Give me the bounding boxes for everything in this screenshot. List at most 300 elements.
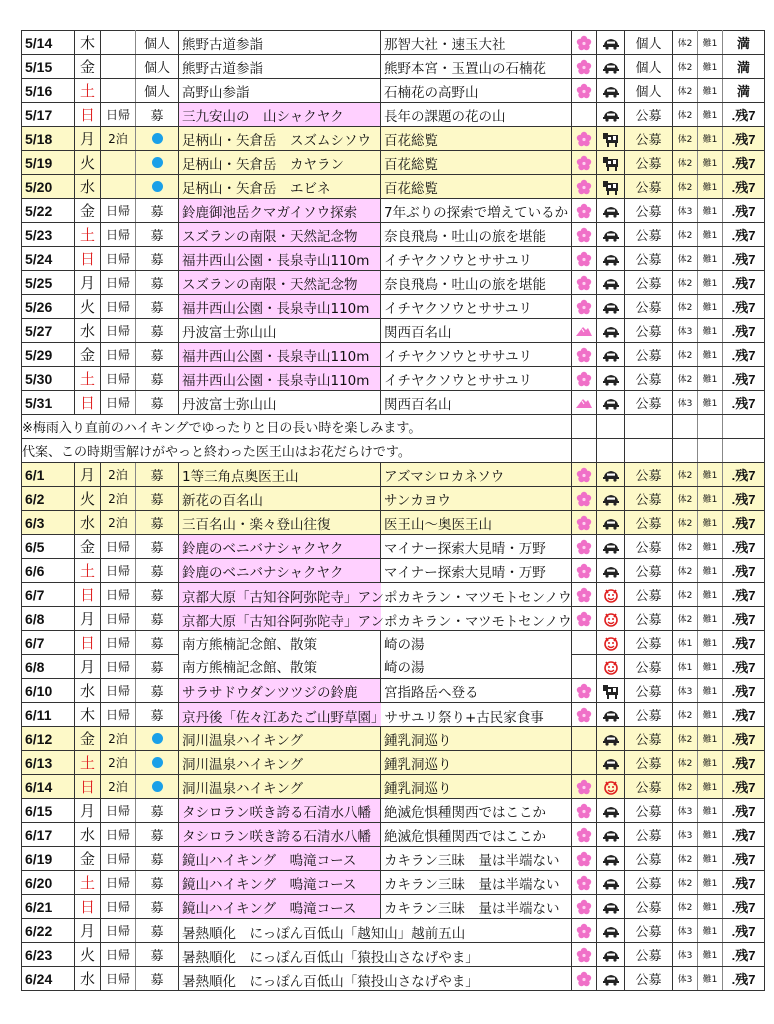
subtitle-cell: 医王山～奥医王山 [381, 511, 572, 535]
subtitle-cell: マイナー探索大見晴・万野 [381, 559, 572, 583]
subtitle-cell: マイナー探索大見晴・万野 [381, 535, 572, 559]
mode-cell: 募 [136, 295, 179, 319]
category-icon-cell [572, 775, 597, 799]
recruit-kind-cell: 公募 [625, 511, 673, 535]
trip-type-cell: 2泊 [101, 751, 136, 775]
weekday-cell: 月 [75, 607, 101, 631]
stamina-cell: 体2 [673, 583, 698, 607]
title-cell: 三九安山の 山シャクヤク [179, 103, 381, 127]
category-icon-cell [572, 871, 597, 895]
trip-type-cell: 日帰 [101, 679, 136, 703]
subtitle-cell: イチヤクソウとササユリ [381, 295, 572, 319]
date-cell: 6/5 [22, 535, 75, 559]
category-icon-cell [572, 223, 597, 247]
difficulty-cell: 難1 [698, 199, 723, 223]
transport-icon-cell [597, 391, 625, 415]
trip-type-cell: 日帰 [101, 799, 136, 823]
recruit-kind-cell: 公募 [625, 223, 673, 247]
category-icon-cell [572, 391, 597, 415]
recruit-kind-cell: 公募 [625, 895, 673, 919]
category-icon-cell [572, 487, 597, 511]
category-icon-cell [572, 31, 597, 55]
empty-cell [723, 415, 765, 439]
transport-icon-cell [597, 55, 625, 79]
title-cell: 南方熊楠記念館、散策 [179, 631, 381, 655]
title-cell: 足柄山・矢倉岳 カヤラン [179, 151, 381, 175]
stamina-cell: 体2 [673, 79, 698, 103]
title-cell: タシロラン咲き誇る石清水八幡 [179, 799, 381, 823]
recruit-kind-cell: 公募 [625, 463, 673, 487]
stamina-cell: 体2 [673, 871, 698, 895]
empty-cell [597, 415, 625, 439]
transport-icon-cell [597, 103, 625, 127]
title-cell: 鈴鹿御池岳クマガイソウ探索 [179, 199, 381, 223]
stamina-cell: 体2 [673, 775, 698, 799]
category-icon-cell [572, 679, 597, 703]
date-cell: 6/8 [22, 655, 75, 679]
trip-type-cell [101, 79, 136, 103]
weekday-cell: 月 [75, 463, 101, 487]
date-cell: 5/25 [22, 271, 75, 295]
title-cell: 鏡山ハイキング 鳴滝コース [179, 871, 381, 895]
weekday-cell: 日 [75, 391, 101, 415]
difficulty-cell: 難1 [698, 31, 723, 55]
transport-icon-cell [597, 271, 625, 295]
subtitle-cell: 百花総覧 [381, 127, 572, 151]
subtitle-cell: 関西百名山 [381, 319, 572, 343]
trip-type-cell: 2泊 [101, 487, 136, 511]
recruit-kind-cell: 公募 [625, 727, 673, 751]
trip-type-cell [101, 175, 136, 199]
flower-icon [576, 779, 592, 795]
mode-cell: 募 [136, 847, 179, 871]
schedule-row [22, 487, 765, 511]
weekday-cell: 火 [75, 151, 101, 175]
mode-cell: 募 [136, 487, 179, 511]
date-cell: 6/22 [22, 919, 75, 943]
mode-cell: 個人 [136, 31, 179, 55]
difficulty-cell: 難1 [698, 775, 723, 799]
schedule-row [22, 895, 765, 919]
difficulty-cell: 難1 [698, 103, 723, 127]
category-icon-cell [572, 367, 597, 391]
trip-type-cell: 日帰 [101, 199, 136, 223]
title-cell: 洞川温泉ハイキング [179, 751, 381, 775]
car-icon [602, 492, 620, 506]
weekday-cell: 火 [75, 487, 101, 511]
weekday-cell: 水 [75, 511, 101, 535]
difficulty-cell: 難1 [698, 703, 723, 727]
mode-cell: 募 [136, 199, 179, 223]
category-icon-cell [572, 55, 597, 79]
remaining-cell: .残7 [723, 703, 765, 727]
remaining-cell: .残7 [723, 127, 765, 151]
schedule-row [22, 703, 765, 727]
stamina-cell: 体2 [673, 727, 698, 751]
recruit-kind-cell: 公募 [625, 271, 673, 295]
title-cell: 熊野古道参詣 [179, 55, 381, 79]
schedule-row [22, 271, 765, 295]
schedule-row [22, 127, 765, 151]
transport-icon-cell [597, 79, 625, 103]
subtitle-cell: 百花総覧 [381, 175, 572, 199]
car-icon [602, 756, 620, 770]
weekday-cell: 金 [75, 727, 101, 751]
weekday-cell: 土 [75, 751, 101, 775]
transport-icon-cell [597, 463, 625, 487]
weekday-cell: 日 [75, 895, 101, 919]
title-cell [179, 607, 572, 631]
weekday-cell: 日 [75, 247, 101, 271]
mode-cell: 募 [136, 271, 179, 295]
dot-icon [152, 133, 163, 144]
date-cell: 6/7 [22, 631, 75, 655]
remaining-cell: .残7 [723, 823, 765, 847]
title-cell: 高野山参詣 [179, 79, 381, 103]
subtitle-cell: 那智大社・速玉大社 [381, 31, 572, 55]
trip-type-cell: 日帰 [101, 895, 136, 919]
flower-icon [576, 971, 592, 987]
weekday-cell: 月 [75, 127, 101, 151]
difficulty-cell: 難1 [698, 79, 723, 103]
title-cell: 福井西山公園・長泉寺山110m [179, 295, 381, 319]
recruit-kind-cell: 公募 [625, 487, 673, 511]
date-cell: 6/14 [22, 775, 75, 799]
car-icon [602, 60, 620, 74]
devil-face-icon [603, 587, 619, 603]
car-icon [602, 876, 620, 890]
flower-icon [576, 131, 592, 147]
remaining-cell: .残7 [723, 727, 765, 751]
stamina-cell: 体2 [673, 751, 698, 775]
mode-cell: 個人 [136, 55, 179, 79]
car-icon [602, 540, 620, 554]
subtitle-cell: カキラン三昧 量は半端ない [381, 895, 572, 919]
mode-cell: 個人 [136, 79, 179, 103]
stamina-cell: 体3 [673, 391, 698, 415]
remaining-cell: .残7 [723, 559, 765, 583]
flower-icon [576, 611, 592, 627]
transport-icon-cell [597, 127, 625, 151]
transport-icon-cell [597, 679, 625, 703]
remaining-cell: .残7 [723, 583, 765, 607]
schedule-row [22, 55, 765, 79]
car-icon [602, 396, 620, 410]
title-cell: 福井西山公園・長泉寺山110m [179, 343, 381, 367]
transport-icon-cell [597, 871, 625, 895]
transport-icon-cell [597, 847, 625, 871]
schedule-row [22, 583, 765, 607]
weekday-cell: 土 [75, 79, 101, 103]
remaining-cell: .残7 [723, 487, 765, 511]
difficulty-cell: 難1 [698, 223, 723, 247]
remaining-cell: .残7 [723, 295, 765, 319]
stamina-cell: 体2 [673, 103, 698, 127]
difficulty-cell: 難1 [698, 919, 723, 943]
flower-icon [576, 947, 592, 963]
difficulty-cell: 難1 [698, 271, 723, 295]
car-icon [602, 228, 620, 242]
car-icon [602, 372, 620, 386]
weekday-cell: 月 [75, 799, 101, 823]
category-icon-cell [572, 799, 597, 823]
transport-icon-cell [597, 247, 625, 271]
weekday-cell: 金 [75, 535, 101, 559]
schedule-row [22, 751, 765, 775]
schedule-row [22, 103, 765, 127]
date-cell: 6/19 [22, 847, 75, 871]
weekday-cell: 月 [75, 655, 101, 679]
schedule-row [22, 175, 765, 199]
trip-type-cell: 日帰 [101, 271, 136, 295]
remaining-cell: .残7 [723, 775, 765, 799]
remaining-cell: .残7 [723, 511, 765, 535]
recruit-kind-cell: 公募 [625, 919, 673, 943]
stamina-cell: 体2 [673, 271, 698, 295]
stamina-cell: 体2 [673, 535, 698, 559]
trip-type-cell: 2泊 [101, 463, 136, 487]
remaining-cell: .残7 [723, 871, 765, 895]
recruit-kind-cell: 公募 [625, 967, 673, 991]
title-cell: 鏡山ハイキング 鳴滝コース [179, 847, 381, 871]
transport-icon-cell [597, 223, 625, 247]
flower-icon [576, 227, 592, 243]
stamina-cell: 体2 [673, 607, 698, 631]
subtitle-cell: アズマシロカネソウ [381, 463, 572, 487]
car-icon [602, 84, 620, 98]
stamina-cell: 体2 [673, 703, 698, 727]
schedule-row [22, 847, 765, 871]
title-cell [179, 919, 466, 943]
trip-type-cell: 2泊 [101, 775, 136, 799]
title-cell: 鈴鹿のベニバナシャクヤク [179, 559, 381, 583]
weekday-cell: 土 [75, 367, 101, 391]
recruit-kind-cell: 公募 [625, 535, 673, 559]
difficulty-cell: 難1 [698, 943, 723, 967]
recruit-kind-cell: 公募 [625, 199, 673, 223]
difficulty-cell: 難1 [698, 367, 723, 391]
difficulty-cell: 難1 [698, 151, 723, 175]
title-cell: 南方熊楠記念館、散策 [179, 655, 381, 679]
trip-type-cell [101, 31, 136, 55]
transport-icon-cell [597, 31, 625, 55]
trip-type-cell: 日帰 [101, 247, 136, 271]
recruit-kind-cell: 公募 [625, 175, 673, 199]
remaining-cell: .残7 [723, 343, 765, 367]
difficulty-cell: 難1 [698, 319, 723, 343]
subtitle-cell: 奈良飛鳥・吐山の旅を堪能 [381, 223, 572, 247]
difficulty-cell: 難1 [698, 247, 723, 271]
dot-icon [152, 181, 163, 192]
title-text: 暑熱順化 にっぽん百低山「猿投山さなげやま」 [182, 974, 479, 990]
car-icon [602, 924, 620, 938]
mode-cell: 募 [136, 823, 179, 847]
difficulty-cell: 難1 [698, 175, 723, 199]
flower-icon [576, 899, 592, 915]
title-text: 暑熱順化 にっぽん百低山「越知山」越前五山 [182, 926, 466, 942]
car-icon [602, 948, 620, 962]
transport-icon-cell [597, 511, 625, 535]
subtitle-cell: 鍾乳洞巡り [381, 727, 572, 751]
stamina-cell: 体3 [673, 943, 698, 967]
flower-icon [576, 299, 592, 315]
car-icon [602, 36, 620, 50]
transport-icon-cell [597, 655, 625, 679]
car-icon [602, 324, 620, 338]
stamina-cell: 体2 [673, 343, 698, 367]
schedule-row [22, 31, 765, 55]
transport-icon-cell [597, 967, 625, 991]
note-text: ※梅雨入り直前のハイキングでゆったりと日の長い時を楽しみます。 [22, 415, 572, 439]
transport-icon-cell [597, 487, 625, 511]
mode-cell: 募 [136, 895, 179, 919]
category-icon-cell [572, 271, 597, 295]
car-icon [602, 708, 620, 722]
category-icon-cell [572, 511, 597, 535]
date-cell: 6/8 [22, 607, 75, 631]
cow-icon [602, 130, 620, 148]
title-cell: 福井西山公園・長泉寺山110m [179, 367, 381, 391]
difficulty-cell: 難1 [698, 799, 723, 823]
weekday-cell: 金 [75, 343, 101, 367]
subtitle-cell: 百花総覧 [381, 151, 572, 175]
remaining-cell: .残7 [723, 967, 765, 991]
schedule-row [22, 463, 765, 487]
note-row [22, 415, 765, 439]
car-icon [602, 468, 620, 482]
mode-cell: 募 [136, 463, 179, 487]
category-icon-cell [572, 751, 597, 775]
note-row [22, 439, 765, 463]
flower-icon [576, 875, 592, 891]
flower-icon [576, 923, 592, 939]
trip-type-cell: 日帰 [101, 583, 136, 607]
category-icon-cell [572, 703, 597, 727]
flower-icon [576, 275, 592, 291]
schedule-row [22, 631, 765, 655]
subtitle-cell: 石楠花の高野山 [381, 79, 572, 103]
flower-icon [576, 491, 592, 507]
recruit-kind-cell: 公募 [625, 679, 673, 703]
difficulty-cell: 難1 [698, 847, 723, 871]
devil-face-icon [603, 779, 619, 795]
trip-type-cell: 日帰 [101, 223, 136, 247]
schedule-row [22, 799, 765, 823]
category-icon-cell [572, 583, 597, 607]
trip-type-cell: 日帰 [101, 559, 136, 583]
remaining-cell: .残7 [723, 103, 765, 127]
date-cell: 6/17 [22, 823, 75, 847]
stamina-cell: 体2 [673, 487, 698, 511]
difficulty-cell: 難1 [698, 607, 723, 631]
mode-cell [136, 751, 179, 775]
empty-cell [572, 415, 597, 439]
transport-icon-cell [597, 895, 625, 919]
weekday-cell: 水 [75, 823, 101, 847]
category-icon-cell [572, 343, 597, 367]
devil-face-icon [603, 659, 619, 675]
mode-cell: 募 [136, 583, 179, 607]
trip-type-cell: 日帰 [101, 823, 136, 847]
difficulty-cell: 難1 [698, 127, 723, 151]
subtitle-cell: サンカヨウ [381, 487, 572, 511]
weekday-cell: 金 [75, 55, 101, 79]
flower-icon [576, 155, 592, 171]
category-icon-cell [572, 967, 597, 991]
date-cell: 5/19 [22, 151, 75, 175]
transport-icon-cell [597, 367, 625, 391]
flower-icon [576, 563, 592, 579]
trip-type-cell: 日帰 [101, 319, 136, 343]
empty-cell [673, 439, 698, 463]
date-cell: 6/11 [22, 703, 75, 727]
title-text: 京丹後「佐々江あたご山野草園」ササユリ祭り+古民家食事 [182, 710, 544, 726]
recruit-kind-cell: 個人 [625, 31, 673, 55]
weekday-cell: 土 [75, 223, 101, 247]
remaining-cell: .残7 [723, 271, 765, 295]
title-cell: 足柄山・矢倉岳 スズムシソウ [179, 127, 381, 151]
date-cell: 6/3 [22, 511, 75, 535]
car-icon [602, 108, 620, 122]
stamina-cell: 体2 [673, 175, 698, 199]
weekday-cell: 月 [75, 271, 101, 295]
recruit-kind-cell: 公募 [625, 295, 673, 319]
subtitle-cell: 鍾乳洞巡り [381, 751, 572, 775]
title-cell: 丹波富士弥山山 [179, 391, 381, 415]
flower-icon [576, 587, 592, 603]
date-cell: 6/10 [22, 679, 75, 703]
weekday-cell: 日 [75, 103, 101, 127]
title-cell: 福井西山公園・長泉寺山110m [179, 247, 381, 271]
remaining-cell: 満 [723, 79, 765, 103]
dot-icon [152, 757, 163, 768]
trip-type-cell: 日帰 [101, 655, 136, 679]
flower-icon [576, 35, 592, 51]
title-cell: 丹波富士弥山山 [179, 319, 381, 343]
category-icon-cell [572, 895, 597, 919]
recruit-kind-cell: 公募 [625, 943, 673, 967]
schedule-row [22, 367, 765, 391]
recruit-kind-cell: 公募 [625, 343, 673, 367]
transport-icon-cell [597, 775, 625, 799]
remaining-cell: 満 [723, 55, 765, 79]
subtitle-cell: 鍾乳洞巡り [381, 775, 572, 799]
trip-type-cell: 2泊 [101, 127, 136, 151]
cow-icon [602, 682, 620, 700]
difficulty-cell: 難1 [698, 343, 723, 367]
transport-icon-cell [597, 703, 625, 727]
empty-cell [673, 415, 698, 439]
flower-icon [576, 467, 592, 483]
trip-type-cell: 日帰 [101, 919, 136, 943]
difficulty-cell: 難1 [698, 559, 723, 583]
subtitle-cell: 長年の課題の花の山 [381, 103, 572, 127]
cow-icon [602, 178, 620, 196]
trip-type-cell: 日帰 [101, 847, 136, 871]
stamina-cell: 体2 [673, 223, 698, 247]
remaining-cell: .残7 [723, 199, 765, 223]
empty-cell [625, 439, 673, 463]
flower-icon [576, 371, 592, 387]
transport-icon-cell [597, 559, 625, 583]
transport-icon-cell [597, 175, 625, 199]
remaining-cell: .残7 [723, 799, 765, 823]
stamina-cell: 体2 [673, 127, 698, 151]
difficulty-cell: 難1 [698, 871, 723, 895]
schedule-row [22, 319, 765, 343]
mode-cell: 募 [136, 247, 179, 271]
category-icon-cell [572, 631, 597, 655]
